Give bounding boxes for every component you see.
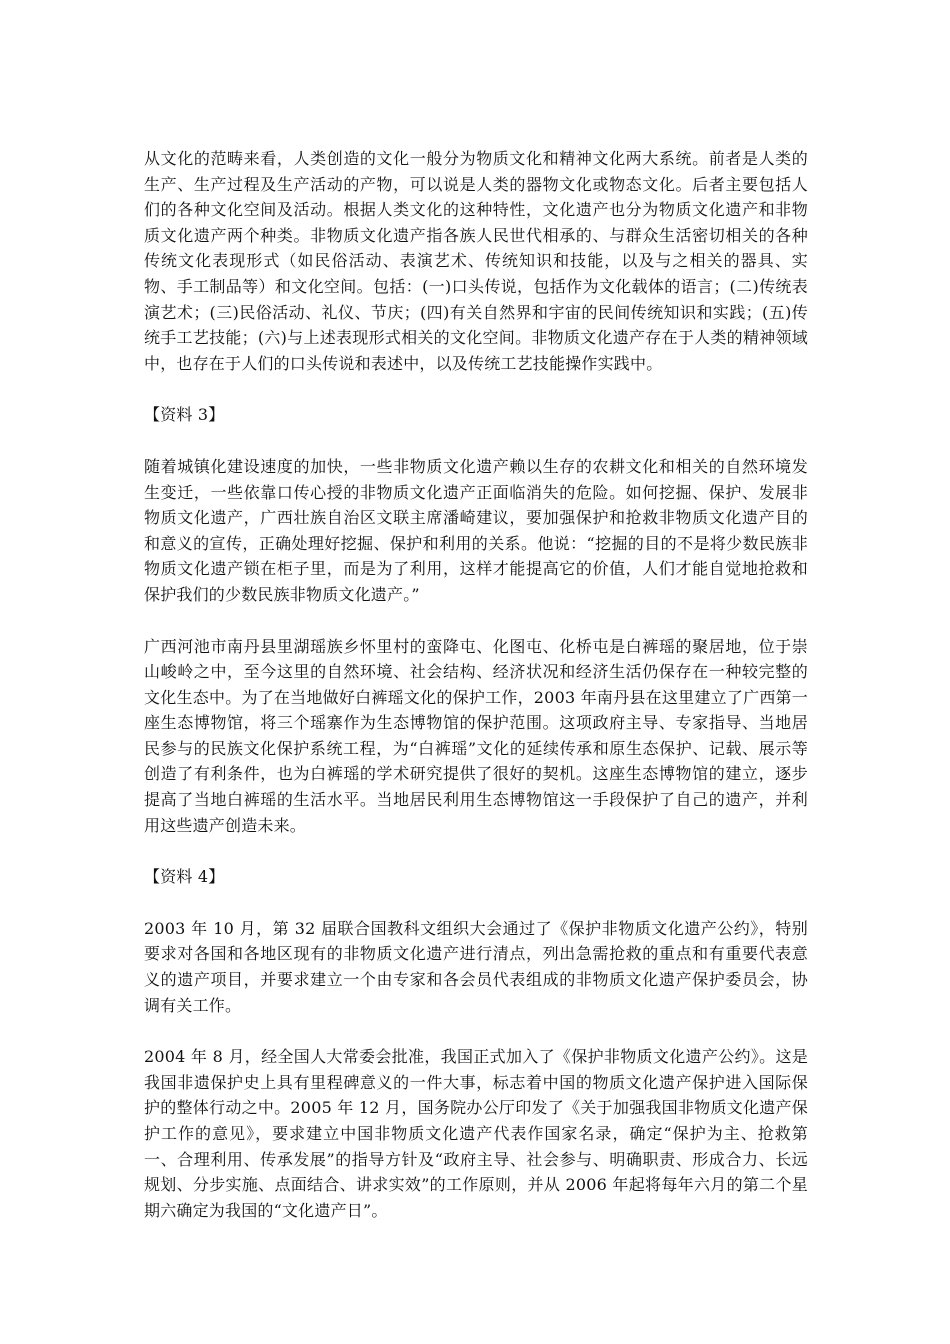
document-body [144, 146, 808, 1223]
paragraph-ecomuseum: 广西河池市南丹县里湖瑶族乡怀里村的蛮降屯、化图屯、化桥屯是白裤瑶的聚居地，位于崇山峻岭之中，至今这里的自然环境、社会结构、经济状况和经济生活仍保存在一种较完整的文化生态中。为了在当地做好白裤瑶文化的保护工作，2003 年南丹县在这里建立了广西第一座生态博物馆，将三个瑶寨作为生态博物馆的保护范围。这项政府主导、专家指导、当地居民参与的民族文化保护系统工程，为“白裤瑶”文化的延续传承和原生态保护、记载、展示等创造了有利条件，也为白裤瑶的学术研究提供了很好的契机。这座生态博物馆的建立，逐步提高了当地白裤瑶的生活水平。当地居民利用生态博物馆这一手段保护了自己的遗产，并利用这些遗产创造未来。 [144, 636, 808, 835]
material-4-heading: 【资料 4】 [144, 867, 225, 887]
paragraph-urbanization: 随着城镇化建设速度的加快，一些非物质文化遗产赖以生存的农耕文化和相关的自然环境发生变迁，一些依靠口传心授的非物质文化遗产正面临消失的危险。如何挖掘、保护、发展非物质文化遗产，广西壮族自治区文联主席潘崎建议，要加强保护和抢救非物质文化遗产目的和意义的宣传，正确处理好挖掘、保护和利用的关系。他说：“挖掘的目的不是将少数民族非物质文化遗产锁在柜子里，而是为了利用，这样才能提高它的价值，人们才能自觉地抢救和保护我们的少数民族非物质文化遗产。” [144, 456, 808, 604]
paragraph-unesco-convention: 2003 年 10 月，第 32 届联合国教科文组织大会通过了《保护非物质文化遗产公约》，特别要求对各国和各地区现有的非物质文化遗产进行清点，列出急需抢救的重点和有重要代表意义的遗产项目，并要求建立一个由专家和各会员代表组成的非物质文化遗产保护委员会，协调有关工作。 [144, 918, 808, 1015]
material-3-heading: 【资料 3】 [144, 405, 225, 425]
paragraph-china-joins: 2004 年 8 月，经全国人大常委会批准，我国正式加入了《保护非物质文化遗产公约》。这是我国非遗保护史上具有里程碑意义的一件大事，标志着中国的物质文化遗产保护进入国际保护的整体行动之中。2005 年 12 月，国务院办公厅印发了《关于加强我国非物质文化遗产保护工作的意见》，要求建立中国非物质文化遗产代表作国家名录，确定“保护为主、抢救第一、合理利用、传承发展”的指导方针及“政府主导、社会参与、明确职责、形成合力、长远规划、分步实施、点面结合、讲求实效”的工作原则，并从 2006 年起将每年六月的第二个星期六确定为我国的“文化遗产日”。 [144, 1047, 808, 1220]
paragraph-culture-categories: 从文化的范畴来看，人类创造的文化一般分为物质文化和精神文化两大系统。前者是人类的生产、生产过程及生产活动的产物，可以说是人类的器物文化或物态文化。后者主要包括人们的各种文化空间及活动。根据人类文化的这种特性，文化遗产也分为物质文化遗产和非物质文化遗产两个种类。非物质文化遗产指各族人民世代相承的、与群众生活密切相关的各种传统文化表现形式（如民俗活动、表演艺术、传统知识和技能，以及与之相关的器具、实物、手工制品等）和文化空间。包括：(一)口头传说，包括作为文化载体的语言；(二)传统表演艺术；(三)民俗活动、礼仪、节庆；(四)有关自然界和宇宙的民间传统知识和实践；(五)传统手工艺技能；(六)与上述表现形式相关的文化空间。非物质文化遗产存在于人类的精神领域中，也存在于人们的口头传说和表述中，以及传统工艺技能操作实践中。 [144, 149, 808, 373]
